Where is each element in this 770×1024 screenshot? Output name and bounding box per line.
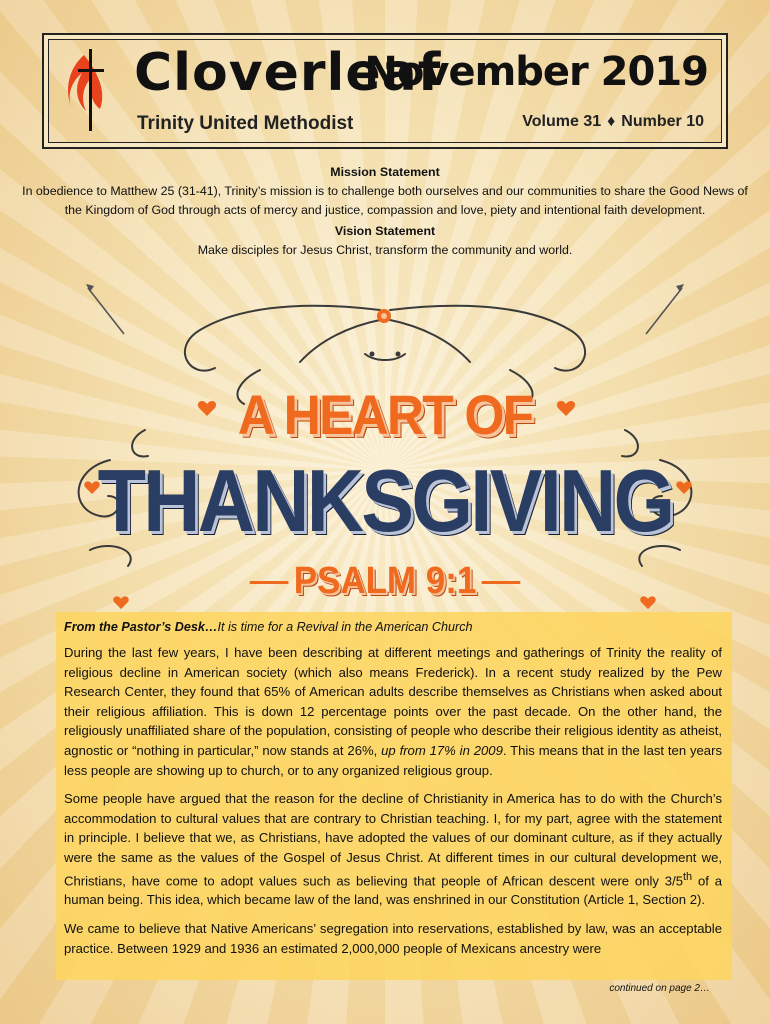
issue-date: November 2019 [364, 49, 708, 95]
cross-flame-logo-icon [62, 47, 110, 133]
article-kicker [64, 620, 722, 634]
article-title: It is time for a Revival in the American Church [217, 620, 473, 634]
mission-heading: Mission Statement [330, 165, 440, 179]
pastor-article [56, 612, 732, 980]
statements [20, 163, 750, 260]
church-name: Trinity United Methodist [137, 113, 354, 134]
vision-heading: Vision Statement [334, 224, 436, 238]
volume-number [522, 113, 704, 131]
diamond-separator: ♦ [607, 113, 616, 130]
article-paragraph-2: Some people have argued that the reason for the decline of Christianity in America has to do with the Church’s accommodation to cultural values that are contrary to Christian teaching. I, for my part, agree with the statement in principle. I believe that we, as Christians, have adopted the values of our dominant culture, as if they actually were the same as the values of the Gospel of Jesus Christ. At different times in our cultural development we, Christians, have come to adopt values such as believing that people of African descent were only 3/5th of a human being. This idea, which became law of the land, was enshrined in our Constitution (Article 1, Section 2). [64, 791, 722, 908]
article-paragraph-3: We came to believe that Native Americans’ segregation into reservations, established by law, was an acceptable practice. Between 1929 and 1936 an estimated 2,000,000 people of Mexicans ancestry were [64, 921, 722, 956]
article-paragraph-1: During the last few years, I have been describing at different meetings and gatherings of Trinity the reality of religious decline in American society (which also means Frederick). In a recent study realized by the Pew Research Center, they found that 65% of American adults describe themselves as Christians when asked about their religious affiliation. This is down 12 percentage points over the past decade. On the other hand, the religiously unaffiliated share of the population, consisting of people who describe their religious identity as atheist, agnostic or “nothing in particular,” now stands at 26%, up from 17% in 2009. This means that in the last ten years less people are showing up to church, or to any organized religious group. [64, 645, 722, 778]
headline-heart-of: A HEART OF [237, 383, 533, 446]
title-artwork [0, 270, 770, 620]
psalm-rule-right [482, 581, 521, 584]
headline-thanksgiving: THANKSGIVING [97, 451, 673, 550]
volume-label: Volume 31 [522, 113, 602, 130]
psalm-reference: PSALM 9:1 [293, 560, 477, 602]
mission-text: In obedience to Matthew 25 (31-41), Trinity’s mission is to challenge both ourselves and our communities to share the Good News of the Kingdom of God through acts of mercy and justice, compassion and love, piety and intentional faith development. [22, 184, 748, 217]
continued-note: continued on page 2… [609, 983, 710, 994]
masthead [42, 33, 728, 149]
headline-psalm [31, 560, 739, 603]
vision-text: Make disciples for Jesus Christ, transform the community and world. [197, 243, 573, 257]
newsletter-title: Cloverleaf [134, 43, 442, 103]
psalm-rule-left [250, 581, 289, 584]
article-section: From the Pastor’s Desk… [64, 620, 218, 634]
issue-number: Number 10 [621, 113, 704, 130]
